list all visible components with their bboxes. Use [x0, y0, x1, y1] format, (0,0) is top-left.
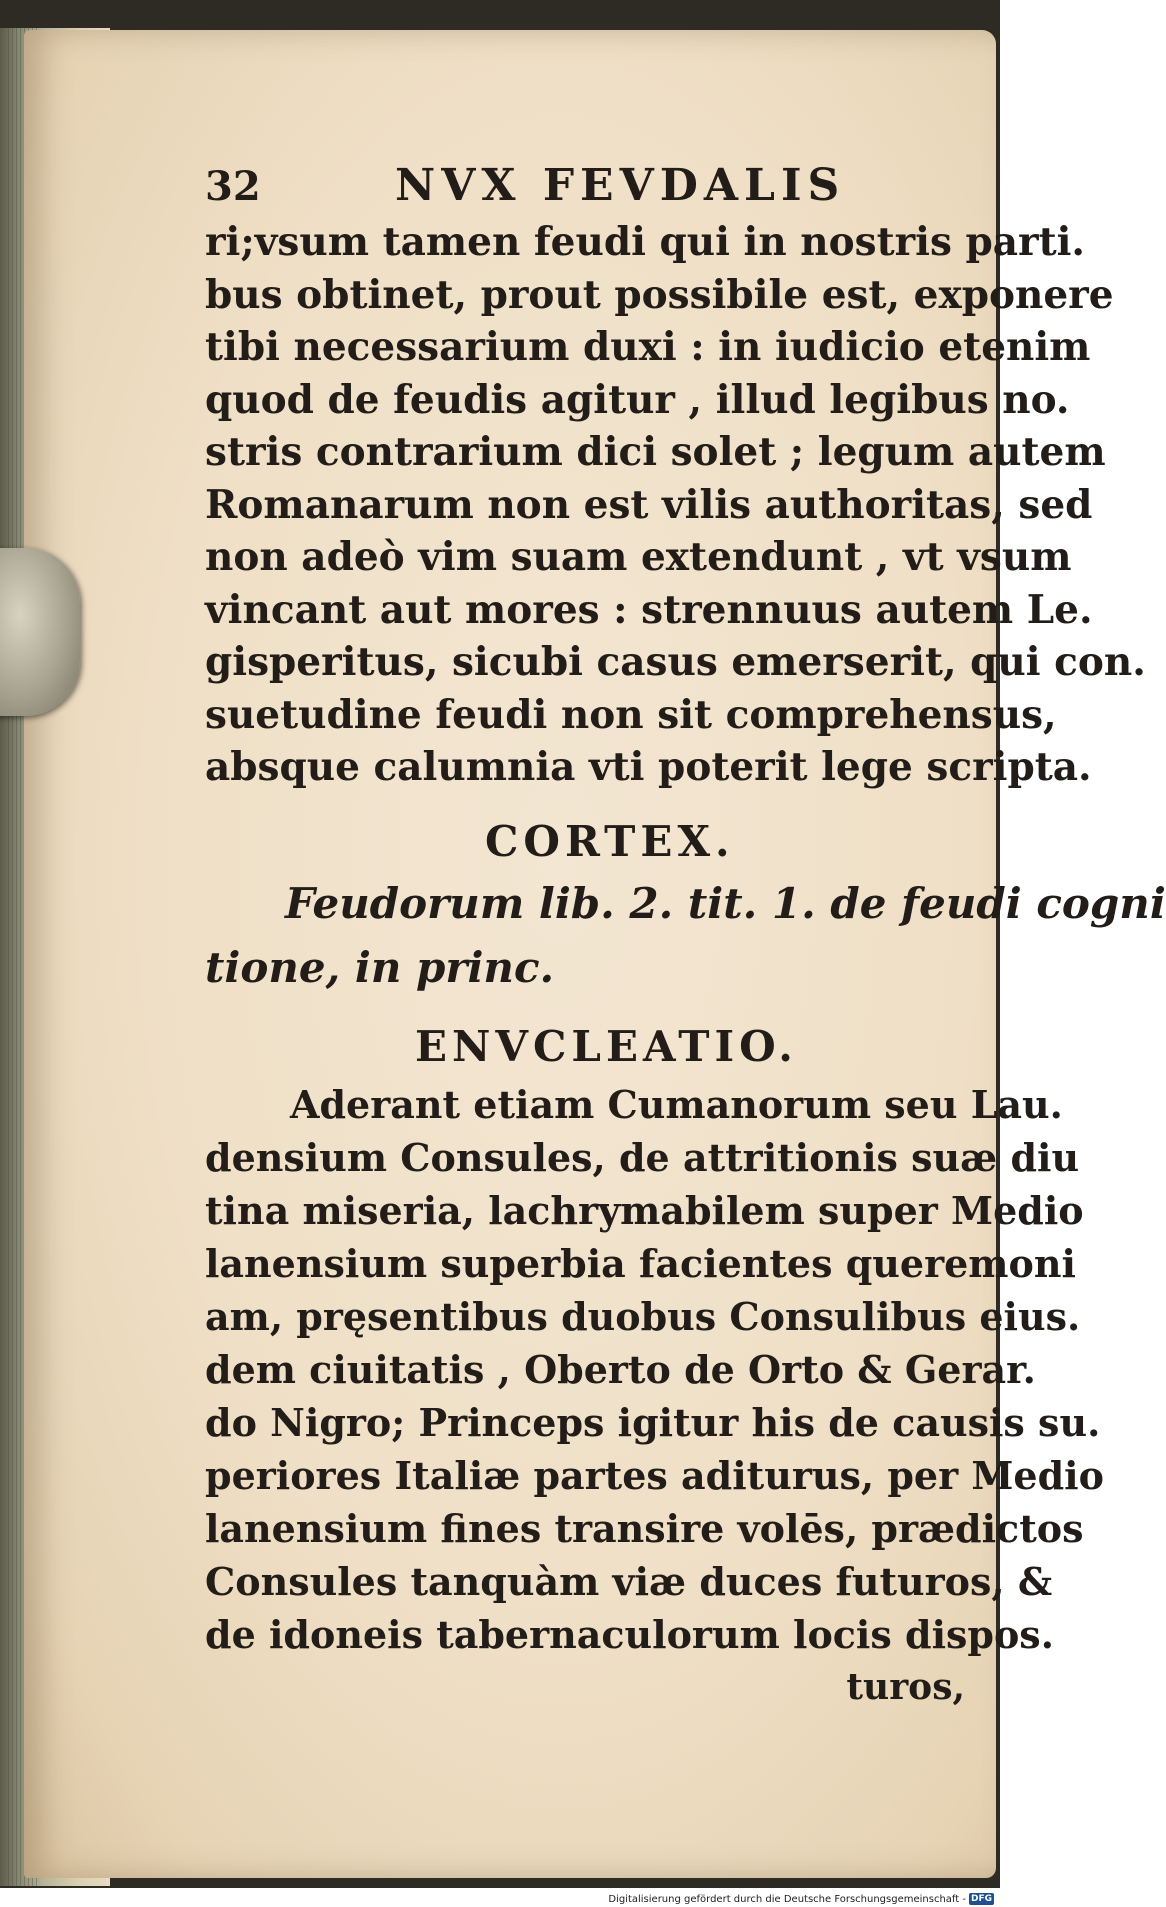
text-line: gisperitus, sicubi casus emerserit, qui con.	[205, 639, 1146, 685]
running-head	[205, 160, 985, 216]
book-clasp	[0, 548, 80, 716]
text-line: am, pręsentibus duobus Consulibus eius.	[205, 1293, 1081, 1339]
page-number: 32	[205, 163, 261, 210]
text-line: quod de feudis agitur , illud legibus no.	[205, 376, 1070, 423]
cortex-reference	[205, 872, 1166, 1000]
catchword: turos,	[846, 1665, 965, 1708]
text-line: stris contrarium dici solet ; legum autem	[205, 429, 1106, 475]
text-line: absque calumnia vti poterit lege scripta.	[205, 744, 1092, 790]
text-line: tina miseria, lachrymabilem super Medio	[205, 1187, 1084, 1233]
text-line: ri;vsum tamen feudi qui in nostris parti.	[205, 219, 1085, 265]
text-line: Consules tanquàm viæ duces futuros, &	[205, 1558, 1053, 1604]
section-heading-cortex: CORTEX.	[485, 816, 735, 866]
credit-text: Digitalisierung gefördert durch die Deutsche Forschungsgemeinschaft -	[608, 1893, 966, 1905]
reference-line: tione, in princ.	[205, 942, 555, 992]
text-line: do Nigro; Princeps igitur his de causis su.	[205, 1399, 1101, 1445]
text-line: Romanarum non est vilis authoritas, sed	[205, 481, 1093, 528]
text-line: vincant aut mores : strennuus autem Le.	[205, 586, 1093, 633]
text-line: de idoneis tabernaculorum locis dispos.	[205, 1611, 1054, 1657]
text-line: lanensium superbia facientes queremoni	[205, 1240, 1076, 1286]
text-line: suetudine feudi non sit comprehensus,	[205, 691, 1057, 738]
text-line: lanensium fines transire volēs, prædictos	[205, 1505, 1084, 1551]
top-paragraph	[205, 216, 1146, 794]
section-heading-enucleatio: ENVCLEATIO.	[415, 1021, 798, 1071]
text-line: dem ciuitatis , Oberto de Orto & Gerar.	[205, 1346, 1036, 1392]
text-line: periores Italiæ partes aditurus, per Medio	[205, 1452, 1104, 1498]
text-line: densium Consules, de attritionis suæ diu	[205, 1134, 1080, 1180]
page-text-block	[205, 160, 1166, 1713]
body-paragraph	[205, 1078, 1104, 1713]
text-line: bus obtinet, prout possibile est, exponere	[205, 271, 1114, 318]
dfg-logo-icon: DFG	[970, 1894, 992, 1904]
text-line: tibi necessarium duxi : in iudicio etenim	[205, 324, 1091, 370]
text-line: non adeò vim suam extendunt , vt vsum	[205, 534, 1072, 580]
running-title: NVX FEVDALIS	[395, 160, 846, 211]
reference-line: Feudorum lib. 2. tit. 1. de feudi cogni	[285, 878, 1166, 928]
text-line: Aderant etiam Cumanorum seu Lau.	[290, 1081, 1063, 1127]
digitization-credit	[608, 1893, 994, 1905]
